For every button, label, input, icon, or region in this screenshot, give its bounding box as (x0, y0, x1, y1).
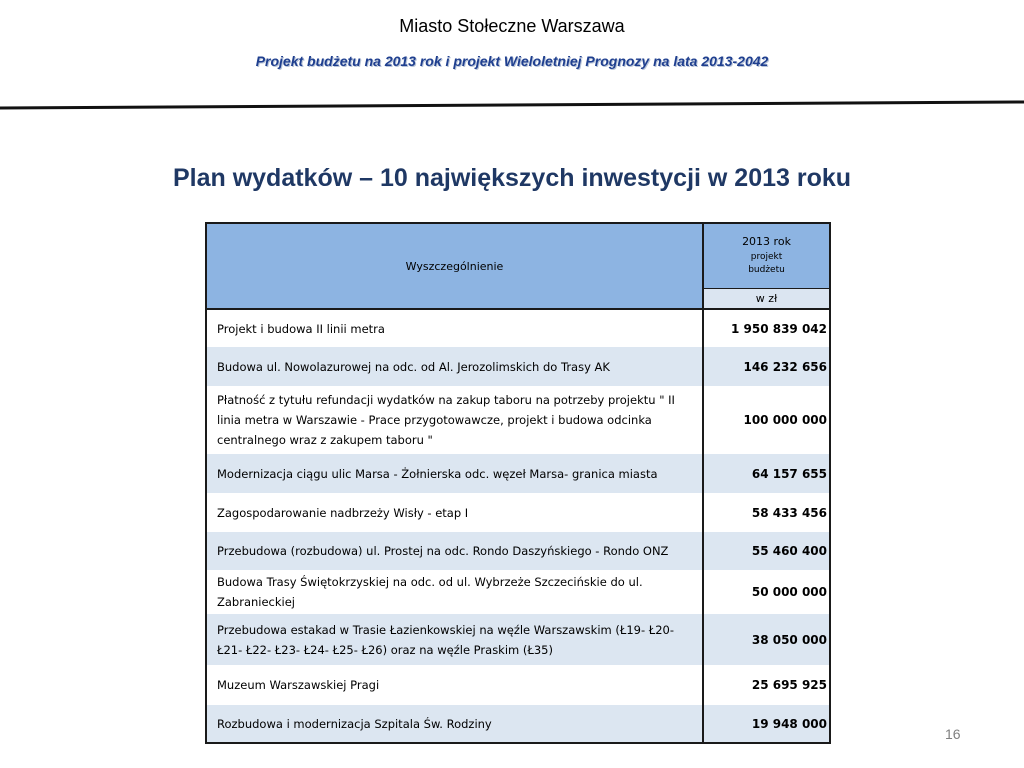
header-divider (0, 100, 1024, 112)
investment-value: 55 460 400 (703, 532, 830, 570)
investment-value: 64 157 655 (703, 454, 830, 493)
investment-value: 25 695 925 (703, 665, 830, 705)
table-row (206, 705, 830, 743)
table-row (206, 309, 830, 347)
year-label: 2013 rok (742, 235, 791, 249)
investment-value: 58 433 456 (703, 493, 830, 532)
investments-table (205, 222, 831, 744)
header-subtitle: Projekt budżetu na 2013 rok i projekt Wieloletniej Prognozy na lata 2013-2042 (255, 53, 769, 69)
table-row (206, 454, 830, 493)
investment-name: Budowa Trasy Świętokrzyskiej na odc. od ul. Wybrzeże Szczecińskie do ul. Zabranieckiej (206, 570, 703, 614)
column-header-unit: w zł (703, 289, 830, 310)
table-row (206, 570, 830, 614)
investment-value: 38 050 000 (703, 614, 830, 665)
column-header-year (703, 223, 830, 289)
investment-value: 100 000 000 (703, 386, 830, 454)
investment-name: Modernizacja ciągu ulic Marsa - Żołnierska odc. węzeł Marsa- granica miasta (206, 454, 703, 493)
investment-name: Płatność z tytułu refundacji wydatków na zakup taboru na potrzeby projektu " II linia metra w Warszawie - Prace przygotowawcze, projekt i budowa odcinka centralnego wraz z zakupem taboru " (206, 386, 703, 454)
investment-value: 1 950 839 042 (703, 309, 830, 347)
investment-name: Zagospodarowanie nadbrzeży Wisły - etap I (206, 493, 703, 532)
investment-name: Projekt i budowa II linii metra (206, 309, 703, 347)
investment-value: 50 000 000 (703, 570, 830, 614)
investment-name: Budowa ul. Nowolazurowej na odc. od Al. Jerozolimskich do Trasy AK (206, 347, 703, 386)
investment-name: Przebudowa estakad w Trasie Łazienkowskiej na węźle Warszawskim (Ł19- Ł20- Ł21- Ł22- Ł23- Ł24- Ł25- Ł26) oraz na węźle Praskim (Ł35) (206, 614, 703, 665)
investment-name: Rozbudowa i modernizacja Szpitala Św. Rodziny (206, 705, 703, 743)
investment-value: 146 232 656 (703, 347, 830, 386)
year-note-projekt: projekt (750, 251, 783, 262)
table-row (206, 665, 830, 705)
table-row (206, 614, 830, 665)
table-row (206, 386, 830, 454)
year-note-budzetu: budżetu (748, 265, 785, 276)
investment-value: 19 948 000 (703, 705, 830, 743)
slide-title: Plan wydatków – 10 największych inwestycji w 2013 roku (172, 164, 852, 192)
table-row (206, 493, 830, 532)
table-row (206, 532, 830, 570)
investment-name: Przebudowa (rozbudowa) ul. Prostej na odc. Rondo Daszyńskiego - Rondo ONZ (206, 532, 703, 570)
investment-name: Muzeum Warszawskiej Pragi (206, 665, 703, 705)
column-header-description: Wyszczególnienie (206, 223, 703, 309)
table-row (206, 347, 830, 386)
header-title: Miasto Stołeczne Warszawa (399, 16, 625, 36)
page-number: 16 (945, 726, 961, 742)
